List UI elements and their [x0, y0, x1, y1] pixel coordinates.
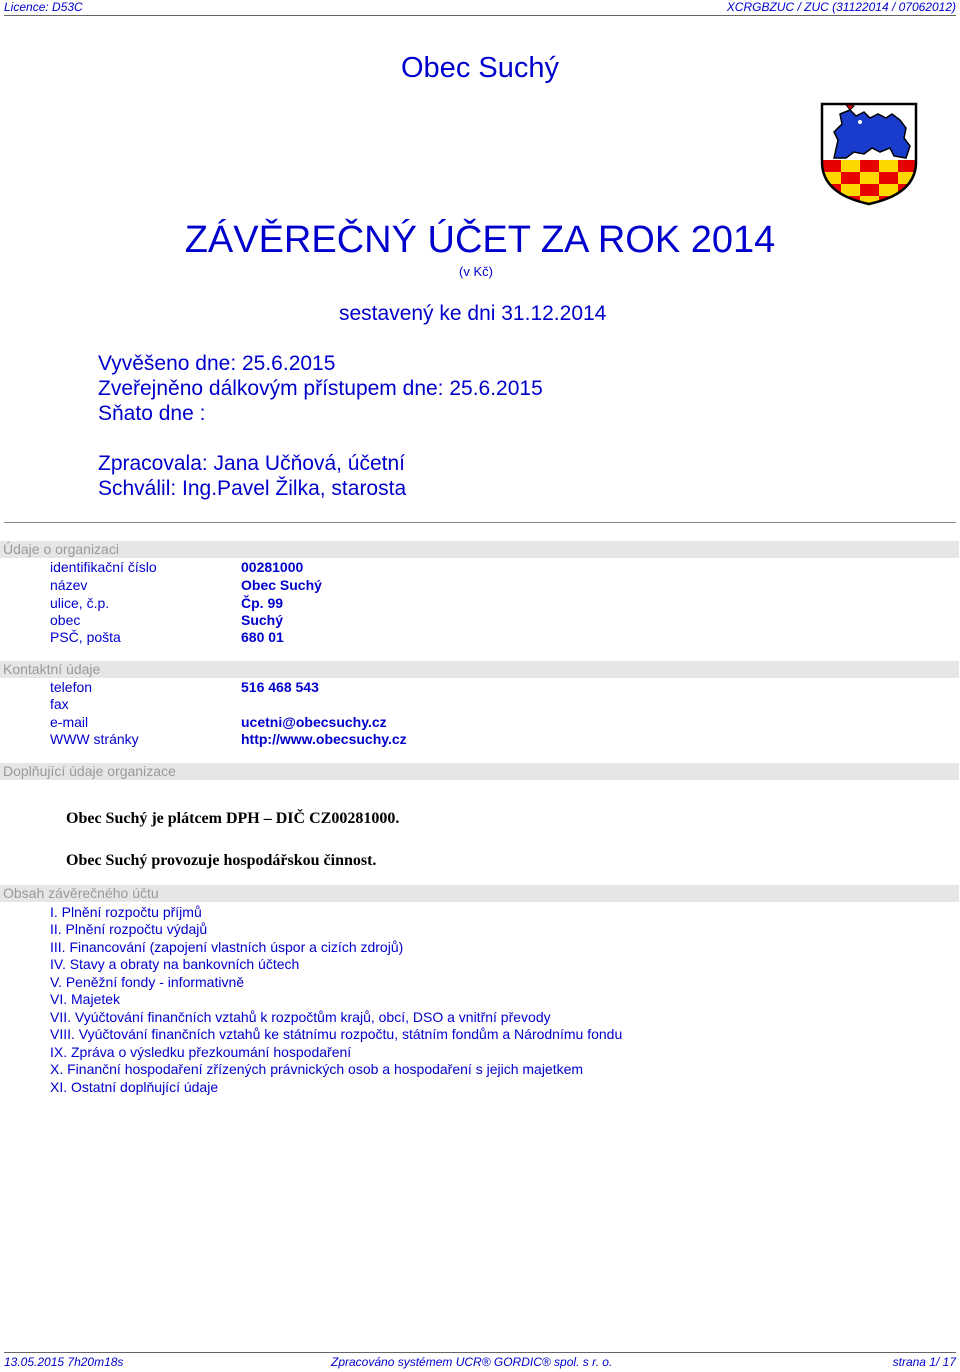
organization-title: Obec Suchý [401, 52, 559, 84]
approved-by: Schválil: Ing.Pavel Žilka, starosta [98, 477, 407, 500]
org-field-label: ulice, č.p. [50, 595, 110, 611]
contact-field-label: fax [50, 696, 69, 712]
contents-item: III. Financování (zapojení vlastních úspor a cizích zdrojů) [50, 939, 404, 955]
footer-timestamp: 13.05.2015 7h20m18s [4, 1355, 124, 1369]
supplementary-section-heading: Doplňující údaje organizace [0, 763, 959, 780]
contact-field-value: 516 468 543 [241, 679, 319, 695]
vat-note: Obec Suchý je plátcem DPH – DIČ CZ00281000. [66, 810, 400, 827]
org-field-label: název [50, 577, 88, 593]
licence-label: Licence: D53C [4, 0, 83, 14]
contents-item: VI. Majetek [50, 991, 121, 1007]
contents-item: XI. Ostatní doplňující údaje [50, 1079, 219, 1095]
footer-page-number: strana 1/ 17 [892, 1355, 956, 1369]
contents-item: VII. Vyúčtování finančních vztahů k rozpočtům krajů, obcí, DSO a vnitřní převody [50, 1009, 551, 1025]
organization-section-heading: Údaje o organizaci [0, 541, 959, 558]
posted-date: Vyvěšeno dne: 25.6.2015 [98, 352, 336, 375]
contents-section-heading: Obsah závěrečného účtu [0, 885, 959, 902]
org-field-value: 680 01 [241, 629, 284, 645]
footer-system: Zpracováno systémem UCR® GORDIC® spol. s r. o. [331, 1355, 613, 1369]
contact-field-value: http://www.obecsuchy.cz [241, 731, 407, 747]
contents-item: VIII. Vyúčtování finančních vztahů ke státnímu rozpočtu, státním fondům a Národnímu fondu [50, 1026, 623, 1042]
business-activity-note: Obec Suchý provozuje hospodářskou činnost. [66, 852, 377, 869]
report-title: ZÁVĚREČNÝ ÚČET ZA ROK 2014 [184, 219, 776, 261]
removed-date: Sňato dne : [98, 402, 206, 425]
contents-item: I. Plnění rozpočtu příjmů [50, 904, 202, 920]
contents-item: V. Peněžní fondy - informativně [50, 974, 245, 990]
org-field-value: 00281000 [241, 559, 304, 575]
contacts-section-heading: Kontaktní údaje [0, 661, 959, 678]
document-code: XCRGBZUC / ZUC (31122014 / 07062012) [726, 0, 956, 14]
published-date: Zveřejněno dálkovým přístupem dne: 25.6.2015 [98, 377, 543, 400]
currency-unit: (v Kč) [459, 264, 493, 279]
contents-item: II. Plnění rozpočtu výdajů [50, 921, 208, 937]
section-divider [4, 522, 956, 523]
org-field-value: Obec Suchý [241, 577, 322, 593]
org-field-label: identifikační číslo [50, 559, 157, 575]
contact-field-label: telefon [50, 679, 93, 695]
contents-item: IV. Stavy a obraty na bankovních účtech [50, 956, 300, 972]
contents-item: X. Finanční hospodaření zřízených právnických osob a hospodaření s jejich majetkem [50, 1061, 584, 1077]
coat-of-arms-icon [820, 102, 918, 206]
contact-field-label: WWW stránky [50, 731, 139, 747]
compiled-date: sestavený ke dni 31.12.2014 [339, 302, 607, 325]
footer-divider [4, 1352, 956, 1353]
contact-field-value: ucetni@obecsuchy.cz [241, 714, 387, 730]
header-divider [4, 15, 956, 16]
contact-field-label: e-mail [50, 714, 89, 730]
org-field-label: PSČ, pošta [50, 629, 121, 645]
org-field-value: Suchý [241, 612, 284, 628]
prepared-by: Zpracovala: Jana Učňová, účetní [98, 452, 406, 475]
org-field-label: obec [50, 612, 81, 628]
contents-item: IX. Zpráva o výsledku přezkoumání hospodaření [50, 1044, 352, 1060]
org-field-value: Čp. 99 [241, 595, 284, 611]
